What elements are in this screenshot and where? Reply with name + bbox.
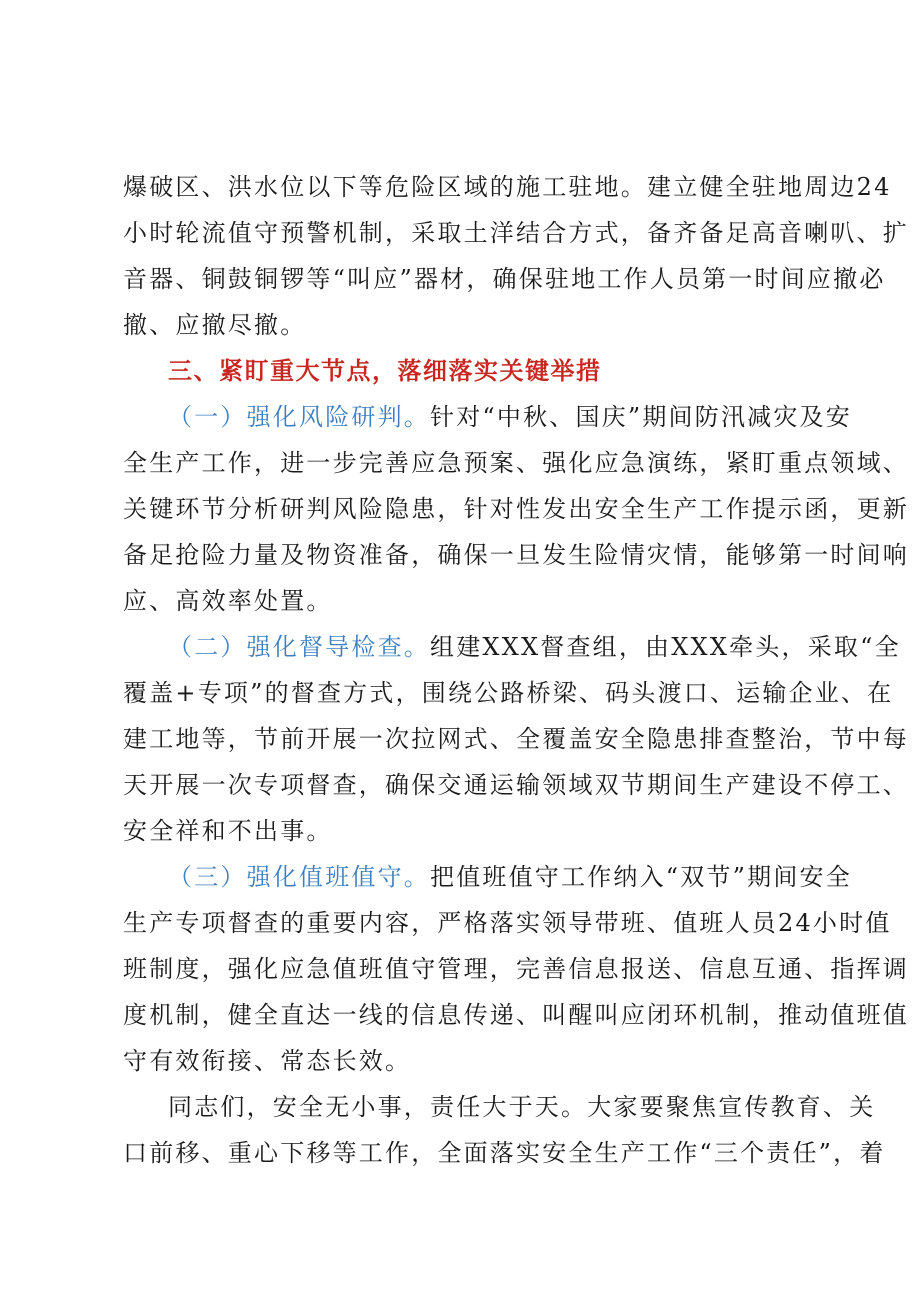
body-line: 守有效衔接、常态长效。 xyxy=(123,1047,412,1075)
body-line: 音器、铜鼓铜锣等“叫应”器材，确保驻地工作人员第一时间应撤必 xyxy=(123,265,886,293)
body-line: 建工地等，节前开展一次拉网式、全覆盖安全隐患排查整治，节中每 xyxy=(123,725,909,753)
body-line: 度机制，健全直达一线的信息传递、叫醒叫应闭环机制，推动值班值 xyxy=(123,1001,909,1029)
body-line: 班制度，强化应急值班值守管理，完善信息报送、信息互通、指挥调 xyxy=(123,955,909,983)
body-line: 关键环节分析研判风险隐患，针对性发出安全生产工作提示函，更新 xyxy=(123,495,909,523)
subsection-title: （三）强化值班值守。 xyxy=(168,863,430,891)
body-text: 把值班值守工作纳入“双节”期间安全 xyxy=(430,863,852,891)
body-line: 安全祥和不出事。 xyxy=(123,817,333,845)
section-heading: 三、紧盯重大节点，落细落实关键举措 xyxy=(168,357,602,385)
paragraph-first-line xyxy=(168,624,901,670)
body-line: 生产专项督查的重要内容，严格落实领导带班、值班人员24小时值 xyxy=(123,909,892,937)
body-line: 小时轮流值守预警机制，采取土洋结合方式，备齐备足高音喇叭、扩 xyxy=(123,219,909,247)
body-line: 天开展一次专项督查，确保交通运输领域双节期间生产建设不停工、 xyxy=(123,771,909,799)
body-text: 针对“中秋、国庆”期间防汛减灾及安 xyxy=(430,403,852,431)
body-line: 爆破区、洪水位以下等危险区域的施工驻地。建立健全驻地周边24 xyxy=(123,173,892,201)
body-line: 应、高效率处置。 xyxy=(123,587,333,615)
subsection-title: （一）强化风险研判。 xyxy=(168,403,430,431)
closing-line: 同志们，安全无小事，责任大于天。大家要聚焦宣传教育、关 xyxy=(168,1093,876,1121)
paragraph-first-line xyxy=(168,394,868,440)
body-line: 覆盖+专项”的督查方式，围绕公路桥梁、码头渡口、运输企业、在 xyxy=(123,679,894,707)
subsection-title: （二）强化督导检查。 xyxy=(168,633,430,661)
body-text: 组建XXX督查组，由XXX牵头，采取“全 xyxy=(430,633,901,661)
body-line: 备足抢险力量及物资准备，确保一旦发生险情灾情，能够第一时间响 xyxy=(123,541,909,569)
closing-line: 口前移、重心下移等工作，全面落实安全生产工作“三个责任”，着 xyxy=(123,1139,886,1167)
paragraph-first-line xyxy=(168,854,868,900)
body-line: 撤、应撤尽撤。 xyxy=(123,311,307,339)
body-line: 全生产工作，进一步完善应急预案、强化应急演练，紧盯重点领域、 xyxy=(123,449,909,477)
